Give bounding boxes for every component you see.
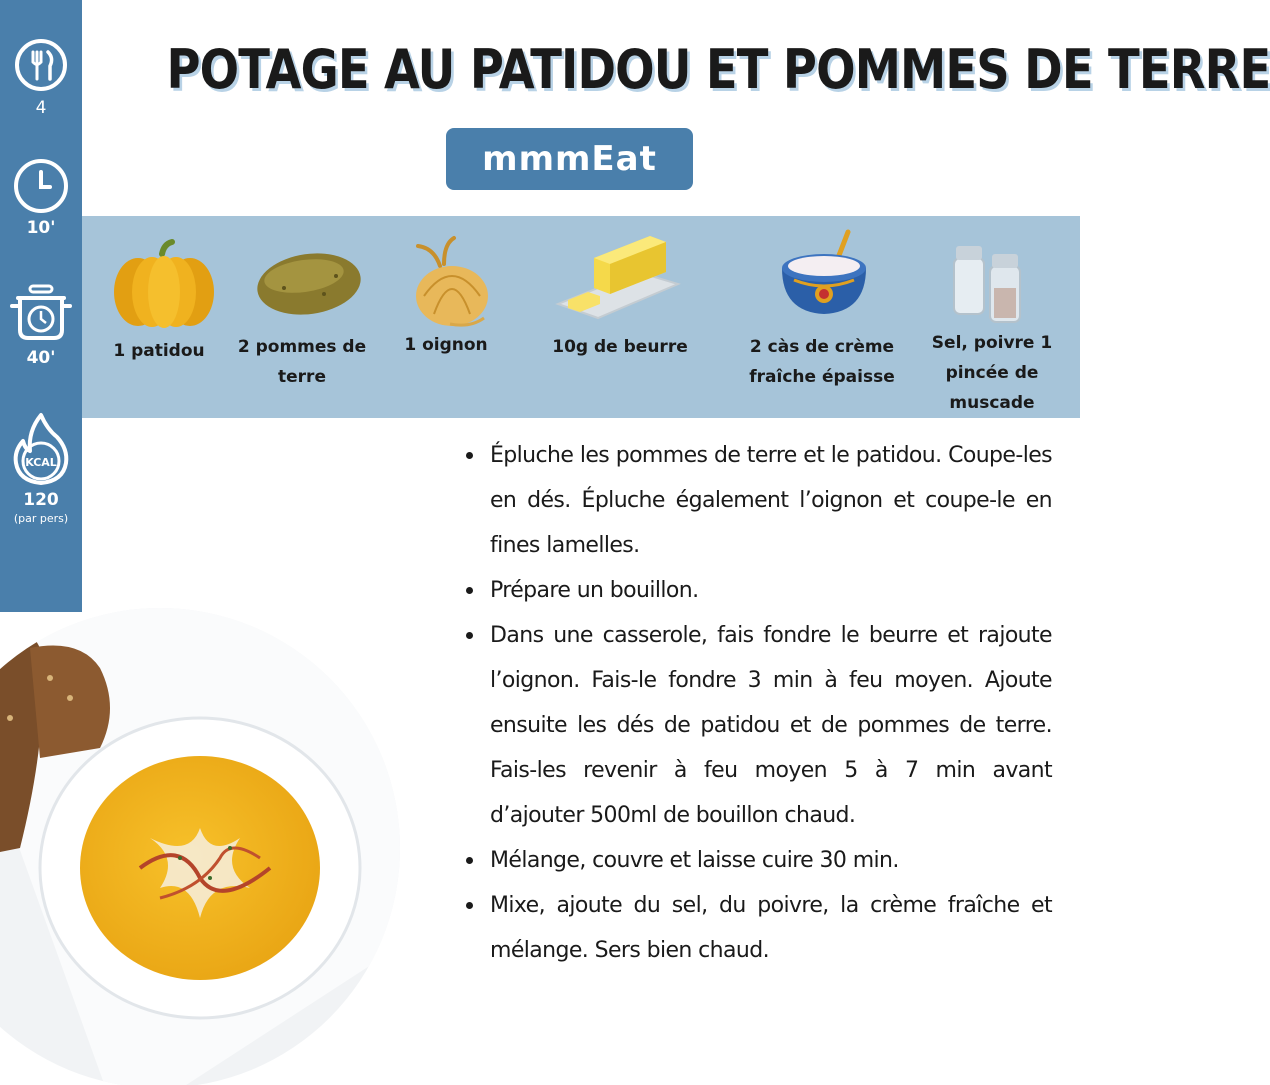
step-item: Épluche les pommes de terre et le patidou. Coupe-les en dés. Épluche également l’oignon et coupe-le en fines lamelles. [460, 433, 1052, 568]
servings-info [0, 38, 82, 118]
prep-time-info [0, 158, 82, 238]
soup-photo [0, 568, 460, 1080]
ingredient-label-salt-pepper: Sel, poivre 1 pincée de muscade [931, 333, 1053, 413]
salt-pepper-icon [948, 238, 1028, 328]
potato-icon [254, 246, 364, 320]
calories-note: (par pers) [13, 512, 69, 525]
flame-kcal-icon [10, 412, 72, 484]
clock-icon [13, 158, 69, 214]
squash-icon [112, 240, 216, 330]
ingredient-salt-pepper [948, 238, 1028, 333]
fork-knife-icon [14, 38, 68, 92]
step-item: Mixe, ajoute du sel, du poivre, la crème fraîche et mélange. Sers bien chaud. [460, 883, 1052, 973]
step-item: Prépare un bouillon. [460, 568, 1052, 613]
ingredient-squash [112, 240, 216, 335]
step-item: Mélange, couvre et laisse cuire 30 min. [460, 838, 1052, 883]
recipe-steps [460, 433, 1052, 973]
brand-logo: mmmEat [446, 128, 693, 190]
ingredient-label-cream: 2 càs de crème fraîche épaisse [749, 337, 895, 387]
ingredient-label-onion: 1 oignon [404, 335, 488, 355]
ingredient-label-squash: 1 patidou [113, 341, 205, 361]
cook-time-value: 40' [26, 348, 56, 368]
recipe-title: POTAGE AU PATIDOU ET POMMES DE TERRE [166, 38, 1270, 101]
ingredient-butter [554, 228, 684, 329]
cook-time-info [0, 282, 82, 368]
ingredient-label-potato: 2 pommes de terre [237, 337, 367, 387]
step-item: Dans une casserole, fais fondre le beurre et rajoute l’oignon. Fais-le fondre 3 min à feu moyen. Ajoute ensuite les dés de patidou et de pommes de terre. Fais-les revenir à feu moyen 5 à 7 min avant d’ajouter 500ml de bouillon chaud. [460, 613, 1052, 838]
ingredient-onion [400, 236, 498, 335]
ingredients-band [82, 216, 1080, 418]
recipe-info-sidebar [0, 0, 82, 612]
ingredient-label-butter: 10g de beurre [552, 337, 688, 357]
prep-time-value: 10' [26, 218, 56, 238]
cooking-pot-icon [10, 282, 72, 342]
onion-icon [400, 236, 498, 330]
calories-value: 120 [23, 490, 59, 510]
servings-value: 4 [35, 98, 47, 118]
ingredient-potato [254, 246, 364, 325]
kcal-badge: KCAL [25, 456, 57, 469]
cream-bowl-icon [776, 228, 872, 320]
calories-info [0, 412, 82, 525]
ingredient-cream [776, 228, 872, 325]
butter-icon [554, 228, 684, 324]
